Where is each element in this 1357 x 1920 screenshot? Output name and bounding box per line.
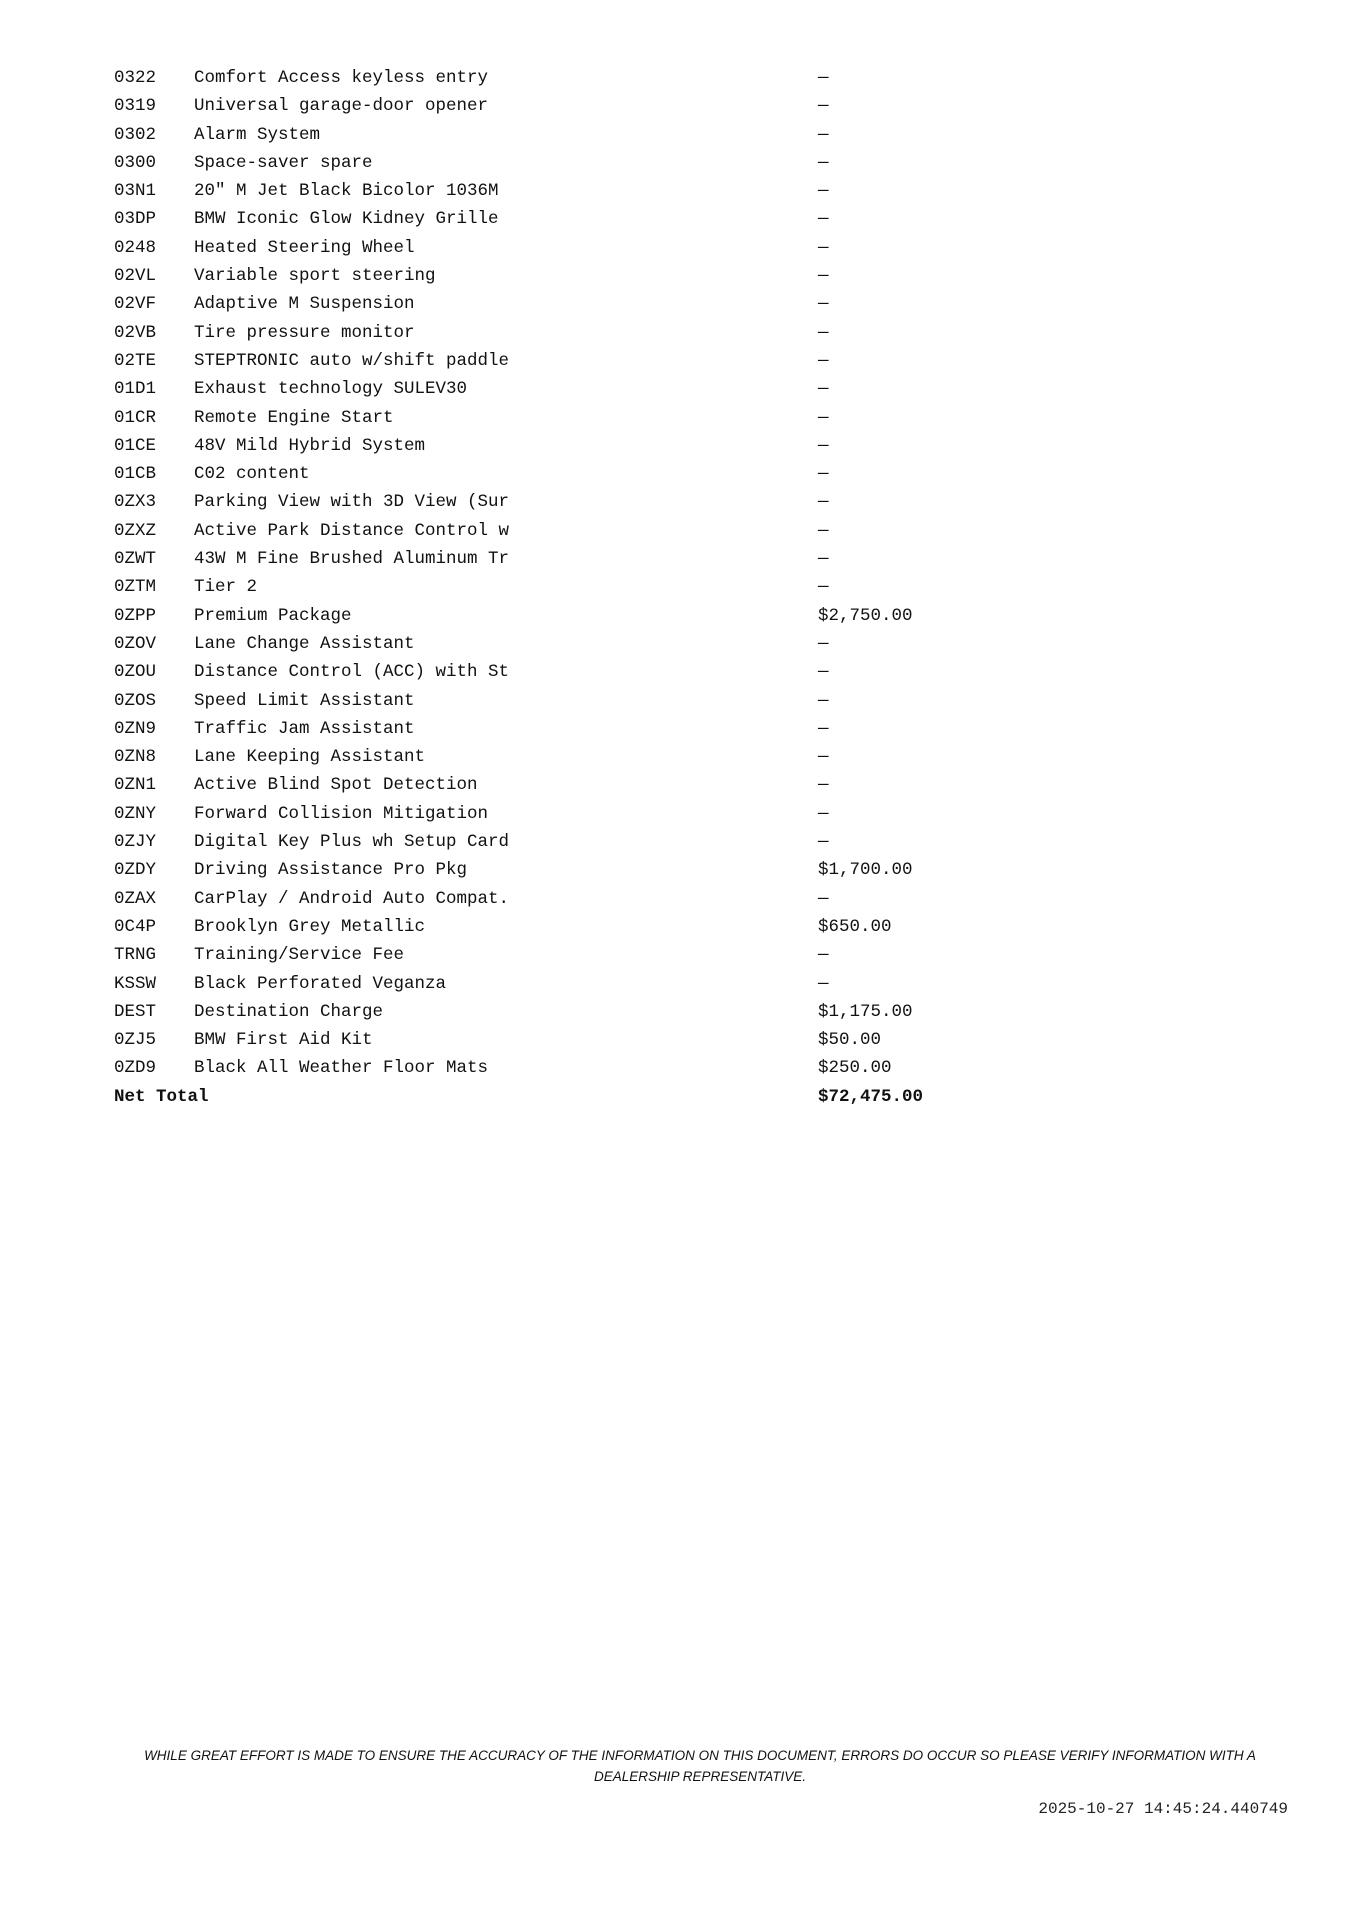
option-code: 0C4P xyxy=(114,916,157,937)
option-row xyxy=(114,715,994,743)
option-description: Lane Change Assistant xyxy=(194,633,415,654)
option-row xyxy=(114,517,994,545)
option-description: STEPTRONIC auto w/shift paddle xyxy=(194,350,510,371)
net-total-label: Net Total xyxy=(114,1086,209,1107)
option-description: Black All Weather Floor Mats xyxy=(194,1058,489,1079)
option-description: Universal garage-door opener xyxy=(194,96,489,117)
option-description: Comfort Access keyless entry xyxy=(194,68,489,88)
option-price: — xyxy=(818,209,829,230)
option-code: 01CR xyxy=(114,407,157,428)
option-description: Space-saver spare xyxy=(194,152,373,173)
option-price: — xyxy=(818,181,829,202)
option-description: Tier 2 xyxy=(194,577,258,598)
option-row xyxy=(114,319,994,347)
option-description: BMW First Aid Kit xyxy=(194,1030,373,1051)
option-code: 0302 xyxy=(114,124,157,145)
option-row xyxy=(114,941,994,969)
option-code: 03N1 xyxy=(114,181,157,202)
option-row xyxy=(114,404,994,432)
option-price: — xyxy=(818,294,829,315)
disclaimer-text: WHILE GREAT EFFORT IS MADE TO ENSURE THE ACCURACY OF THE INFORMATION ON THIS DOCUMENT, ERRORS DO OCCUR SO PLEASE VERIFY INFORMATION WITH A DEALERSHIP REPRESENTATIVE. xyxy=(144,1748,1256,1784)
option-row xyxy=(114,149,994,177)
option-description: 48V Mild Hybrid System xyxy=(194,435,426,456)
option-code: 0ZPP xyxy=(114,605,157,626)
option-price: $50.00 xyxy=(818,1030,882,1051)
option-description: C02 content xyxy=(194,464,310,485)
option-code: TRNG xyxy=(114,945,157,966)
option-row xyxy=(114,913,994,941)
option-description: Remote Engine Start xyxy=(194,407,394,428)
option-code: 0322 xyxy=(114,68,157,88)
option-price: — xyxy=(818,662,829,683)
option-description: Brooklyn Grey Metallic xyxy=(194,916,426,937)
option-row xyxy=(114,92,994,120)
option-row xyxy=(114,743,994,771)
option-price: — xyxy=(818,68,829,88)
option-price: — xyxy=(818,945,829,966)
option-description: Active Blind Spot Detection xyxy=(194,775,478,796)
option-row xyxy=(114,177,994,205)
option-price: — xyxy=(818,237,829,258)
option-price: — xyxy=(818,973,829,994)
option-code: 03DP xyxy=(114,209,157,230)
option-price: — xyxy=(818,888,829,909)
option-code: 0ZOS xyxy=(114,690,157,711)
option-code: 0ZN9 xyxy=(114,718,157,739)
option-code: 0ZN1 xyxy=(114,775,157,796)
option-price: — xyxy=(818,152,829,173)
option-code: 0ZN8 xyxy=(114,747,157,768)
option-description: Heated Steering Wheel xyxy=(194,237,415,258)
option-code: 0ZAX xyxy=(114,888,157,909)
option-code: 0ZOV xyxy=(114,633,157,654)
option-price: — xyxy=(818,124,829,145)
option-code: 0ZWT xyxy=(114,549,157,570)
option-description: Alarm System xyxy=(194,124,321,145)
option-code: 0ZX3 xyxy=(114,492,157,513)
option-description: Forward Collision Mitigation xyxy=(194,803,489,824)
option-row xyxy=(114,1026,994,1054)
option-price: — xyxy=(818,690,829,711)
option-description: CarPlay / Android Auto Compat. xyxy=(194,888,510,909)
option-price: — xyxy=(818,718,829,739)
option-description: Lane Keeping Assistant xyxy=(194,747,426,768)
option-price: $650.00 xyxy=(818,916,892,937)
option-code: 0ZTM xyxy=(114,577,157,598)
option-row xyxy=(114,602,994,630)
option-code: 02TE xyxy=(114,350,157,371)
option-row xyxy=(114,234,994,262)
option-description: 20" M Jet Black Bicolor 1036M xyxy=(194,181,499,202)
option-row xyxy=(114,970,994,998)
option-code: 01CB xyxy=(114,464,157,485)
option-description: Distance Control (ACC) with St xyxy=(194,662,510,683)
option-price: — xyxy=(818,549,829,570)
option-description: Active Park Distance Control w xyxy=(194,520,510,541)
option-description: Black Perforated Veganza xyxy=(194,973,447,994)
option-description: Adaptive M Suspension xyxy=(194,294,415,315)
option-price: — xyxy=(818,775,829,796)
option-description: Tire pressure monitor xyxy=(194,322,415,343)
option-code: 0ZDY xyxy=(114,860,157,881)
option-code: 02VL xyxy=(114,266,157,287)
option-code: 01D1 xyxy=(114,379,157,400)
option-price: $2,750.00 xyxy=(818,605,913,626)
option-price: — xyxy=(818,322,829,343)
option-description: BMW Iconic Glow Kidney Grille xyxy=(194,209,499,230)
option-row xyxy=(114,885,994,913)
option-code: 0ZJY xyxy=(114,832,157,853)
option-price: $250.00 xyxy=(818,1058,892,1079)
option-code: 0ZNY xyxy=(114,803,157,824)
option-row xyxy=(114,573,994,601)
net-total-row xyxy=(114,1083,994,1111)
option-description: Training/Service Fee xyxy=(194,945,405,966)
option-code: 0300 xyxy=(114,152,157,173)
option-row xyxy=(114,121,994,149)
option-row xyxy=(114,290,994,318)
option-row xyxy=(114,347,994,375)
option-row xyxy=(114,460,994,488)
option-description: Speed Limit Assistant xyxy=(194,690,415,711)
option-description: Exhaust technology SULEV30 xyxy=(194,379,468,400)
option-price: — xyxy=(818,96,829,117)
option-price: — xyxy=(818,407,829,428)
option-price: — xyxy=(818,520,829,541)
option-description: Traffic Jam Assistant xyxy=(194,718,415,739)
option-price: — xyxy=(818,832,829,853)
option-price: — xyxy=(818,747,829,768)
option-code: 0319 xyxy=(114,96,157,117)
option-price: — xyxy=(818,633,829,654)
option-row xyxy=(114,771,994,799)
option-description: Destination Charge xyxy=(194,1001,384,1022)
option-price: — xyxy=(818,379,829,400)
option-code: 02VB xyxy=(114,322,157,343)
option-price: — xyxy=(818,803,829,824)
option-code: 0248 xyxy=(114,237,157,258)
option-description: Premium Package xyxy=(194,605,352,626)
option-code: 0ZOU xyxy=(114,662,157,683)
option-price: $1,700.00 xyxy=(818,860,913,881)
generated-timestamp: 2025-10-27 14:45:24.440749 xyxy=(1038,1800,1288,1818)
option-row xyxy=(114,545,994,573)
option-code: 02VF xyxy=(114,294,157,315)
option-description: 43W M Fine Brushed Aluminum Tr xyxy=(194,549,510,570)
option-code: 01CE xyxy=(114,435,157,456)
option-row xyxy=(114,432,994,460)
option-price: — xyxy=(818,492,829,513)
option-code: 0ZXZ xyxy=(114,520,157,541)
option-description: Digital Key Plus wh Setup Card xyxy=(194,832,510,853)
option-row xyxy=(114,687,994,715)
option-price: — xyxy=(818,435,829,456)
option-code: KSSW xyxy=(114,973,157,994)
option-price: — xyxy=(818,577,829,598)
option-price: — xyxy=(818,266,829,287)
option-row xyxy=(114,800,994,828)
option-code: 0ZD9 xyxy=(114,1058,157,1079)
option-row xyxy=(114,630,994,658)
net-total-amount: $72,475.00 xyxy=(818,1086,924,1107)
options-table xyxy=(114,64,994,1111)
option-code: DEST xyxy=(114,1001,157,1022)
option-price: $1,175.00 xyxy=(818,1001,913,1022)
option-row xyxy=(114,828,994,856)
option-row xyxy=(114,488,994,516)
option-row xyxy=(114,205,994,233)
option-row xyxy=(114,375,994,403)
option-row xyxy=(114,262,994,290)
option-price: — xyxy=(818,350,829,371)
option-row xyxy=(114,658,994,686)
option-description: Driving Assistance Pro Pkg xyxy=(194,860,468,881)
option-row xyxy=(114,64,994,92)
option-row xyxy=(114,998,994,1026)
option-description: Parking View with 3D View (Sur xyxy=(194,492,510,513)
option-description: Variable sport steering xyxy=(194,266,436,287)
option-code: 0ZJ5 xyxy=(114,1030,157,1051)
option-price: — xyxy=(818,464,829,485)
option-row xyxy=(114,856,994,884)
option-row xyxy=(114,1054,994,1082)
